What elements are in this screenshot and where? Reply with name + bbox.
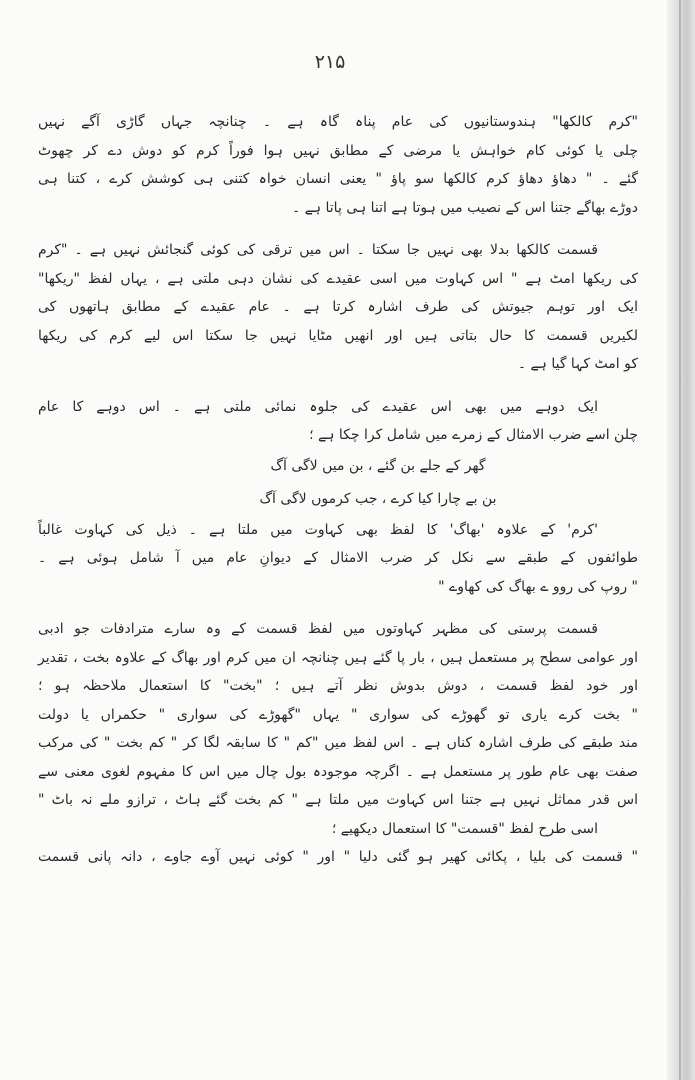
body-text — [38, 108, 638, 872]
text-line: " قسمت کی بلیا ، پکائی کھیر ہو گئی دلیا " اور " کوئی نہیں آوے جاوے ، دانہ پانی قسمت — [38, 849, 638, 865]
text-line: اور خود لفظ قسمت ، دوش بدوش نظر آتے ہیں ؛ "بخت" کا استعمال ملاحظہ ہو ؛ — [38, 678, 638, 694]
text-line: دوڑے بھاگے جتنا اس کے نصیب میں ہوتا ہے اتنا ہی پاتا ہے ۔ — [292, 199, 638, 216]
verse-line: گھر کے جلے بن گئے ، بن میں لاگی آگ — [270, 457, 486, 474]
text-line: صفت بھی عام طور پر مستعمل ہے ۔ اگرچہ موجودہ بول چال میں اس کا مفہوم لغوی معنی سے — [38, 763, 638, 780]
text-line: ایک اور توہم جیوتش کی طرف اشارہ کرتا ہے ۔ عام عقیدے کے مطابق ہاتھوں کی — [38, 299, 638, 315]
text-line: ایک دوہے میں بھی اس عقیدے کی جلوہ نمائی ملتی ہے ۔ اس دوہے کا عام — [38, 398, 598, 415]
text-line: 'کرم' کے علاوہ 'بھاگ' کا لفظ بھی کہاوت میں ملتا ہے ۔ ذیل کی کہاوت غالباً — [38, 521, 598, 538]
text-line: اسی طرح لفظ "قسمت" کا استعمال دیکھیے ؛ — [331, 820, 598, 837]
page-edge-line — [679, 0, 681, 1080]
quote-line: " روپ کی روو ے بھاگ کی کھاوے " — [438, 578, 638, 595]
text-line: کی ریکھا امٹ ہے " اس کہاوت میں اسی عقیدے کی نشان دہی ملتی ہے ، یہاں لفظ "ریکھا" — [38, 270, 638, 287]
text-line: اس قدر مماثل نہیں ہے جتنا اس کہاوت میں ملتا ہے " کم بخت گئے ہاٹ ، ترازو ملے نہ باٹ " — [38, 792, 638, 808]
verse-line: بن بے چارا کیا کرے ، جب کرموں لاگی آگ — [259, 490, 497, 507]
text-line: گئے ۔ " دھاؤ دھاؤ کرم کالکھا سو پاؤ " یعنی انسان خواہ کتنی ہی کوشش کرے ، کتنا ہی — [38, 171, 638, 187]
page-binding-shadow — [667, 0, 695, 1080]
text-line: "کرم کالکھا" ہندوستانیوں کی عام پناہ گاہ ہے ۔ چنانچہ جہاں گاڑی آگے نہیں — [38, 114, 638, 130]
text-line: چلی یا کوئی کام خواہش یا مرضی کے مطابق نہیں ہوا فوراً کرم کو دوش دے کر چھوٹ — [38, 142, 638, 159]
text-line: کو امٹ کہا گیا ہے ۔ — [517, 356, 638, 372]
text-line: مند طبقے کی طرف اشارہ کناں ہے ۔ اس لفظ میں "کم " کا سابقہ لگا کر " کم بخت " کی مرکب — [38, 735, 638, 751]
text-line: طوائفوں کے طبقے سے نکل کر ضرب الامثال کے دیوانِ عام میں آ شامل ہوئی ہے ۔ — [38, 550, 638, 566]
text-line: چلن اسے ضرب الامثال کے زمرے میں شامل کرا چکا ہے ؛ — [309, 427, 638, 443]
text-line: قسمت کالکھا بدلا بھی نہیں جا سکتا ۔ اس میں ترقی کی کوئی گنجائش نہیں ہے ۔ "کرم — [38, 242, 598, 258]
text-line: قسمت پرستی کی مظہر کہاوتوں میں لفظ قسمت کے وہ سارے مترادفات جو ادبی — [38, 621, 598, 637]
text-line: لکیریں قسمت کا حال بتاتی ہیں اور انھیں مٹایا نہیں جا سکتا اس لیے کرم کی ریکھا — [38, 327, 638, 344]
text-line: " بخت کرے یاری تو گھوڑے کی سواری " یہاں "گھوڑے کی سواری " حکمراں یا دولت — [38, 706, 638, 723]
page-number: ۲۱۵ — [314, 51, 346, 73]
text-line: اور عوامی سطح پر مستعمل ہیں ، بار پا گئے ہیں چنانچہ ان میں کرم اور بھاگ کے علاوہ بخت ، تقدیر — [38, 649, 638, 666]
